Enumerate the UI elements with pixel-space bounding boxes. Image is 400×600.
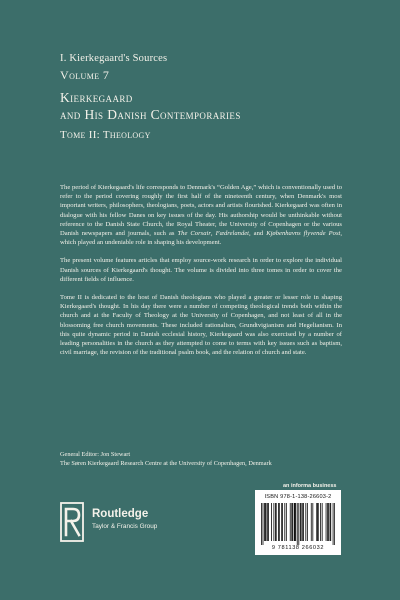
barcode-bar: [330, 503, 331, 541]
barcode-bar: [327, 503, 328, 541]
book-title-line-1: Kierkegaard: [60, 90, 133, 105]
routledge-r-logo-icon: [60, 502, 86, 542]
paragraph-text: , which played an undeniable role in shaping his development.: [60, 230, 342, 247]
barcode-bars: [261, 503, 335, 545]
barcode-bar: [311, 503, 312, 541]
italic-title: The Corsair: [177, 230, 211, 238]
barcode-bar: [317, 503, 318, 541]
barcode-bar: [286, 503, 287, 541]
isbn-barcode: [255, 490, 341, 555]
barcode-bar: [294, 503, 295, 541]
paragraph-text: , and: [249, 230, 267, 238]
general-editor: General Editor: Jon Stewart: [60, 451, 131, 458]
barcode-bar: [263, 503, 264, 545]
barcode-bar: [279, 503, 280, 541]
barcode-bar: [330, 503, 331, 541]
barcode-bar: [312, 503, 313, 541]
isbn-label: ISBN 978-1-138-26603-2: [264, 494, 332, 500]
barcode-bar: [300, 503, 301, 541]
barcode-bar: [268, 503, 269, 541]
book-title-line-2: and His Danish Contemporaries: [60, 107, 241, 122]
barcode-bar: [281, 503, 282, 541]
barcode-bar: [278, 503, 279, 541]
barcode-bar: [303, 503, 304, 541]
barcode-bar: [320, 503, 321, 541]
informa-business-label: an informa business: [283, 483, 337, 489]
series-name: I. Kierkegaard's Sources: [60, 53, 168, 64]
barcode-bar: [297, 503, 298, 545]
italic-title: Fædrelandet: [215, 230, 250, 238]
barcode-bar: [264, 503, 265, 541]
barcode-bar: [307, 503, 308, 541]
editor-credits: [60, 450, 272, 468]
barcode-bar: [326, 503, 327, 541]
italic-title: Kjøbenhavns flyvende Post: [266, 230, 341, 238]
barcode-bar: [305, 503, 306, 541]
barcode-bar: [282, 503, 283, 541]
research-centre: The Søren Kierkegaard Research Centre at the University of Copenhagen, Denmark: [60, 460, 272, 467]
barcode-bar: [302, 503, 303, 541]
barcode-bar: [291, 503, 292, 541]
barcode-bar: [275, 503, 276, 541]
paragraph-text: Tome II is dedicated to the host of Danish theologians who played a greater or lesser role in shaping Kierkegaard's thought. In his day there were a number of competing theological trends both within the church and at the Faculty of Theology at the University of Copenhagen, and not least of all in the blossoming free church movements. These included rationalism, Grundtvigianism and Hegelianism. In this quite dynamic period in Danish ecclesial history, Kierkegaard was also exercised by a number of leading personalities in the church as they attempted to come to terms with key issues such as baptism, civil marriage, the revision of the traditional psalm book, and the relation of church and state.: [60, 294, 342, 357]
volume-number: Volume 7: [60, 68, 110, 82]
barcode-bar: [316, 503, 317, 541]
barcode-bar: [266, 503, 267, 541]
blurb-paragraph: [60, 256, 342, 284]
blurb-paragraph: [60, 183, 342, 247]
blurb: [60, 183, 342, 366]
paragraph-text: ,: [210, 230, 216, 238]
blurb-paragraph: [60, 293, 342, 357]
barcode-bar: [271, 503, 272, 541]
publisher-name: Routledge: [92, 508, 149, 520]
paragraph-text: The period of Kierkegaard's life corresponds to Denmark's “Golden Age,” which is conventionally used to refer to the period covering roughly the first half of the nineteenth century, when Denmark's most important writers, philosophers, theologians, poets, actors and artists flourished. Kierkegaard was often in dialogue with his fellow Danes on key issues of the day. His authorship would be unthinkable without reference to the Danish State Church, the Royal Theater, the University of Copenhagen or the various Danish newspapers and journals, such as: [60, 184, 342, 238]
tome-title: Tome II: Theology: [60, 129, 151, 141]
barcode-bar: [322, 503, 323, 541]
barcode-bar: [290, 503, 291, 541]
barcode-bar: [298, 503, 299, 545]
barcode-bar: [301, 503, 302, 541]
publisher-group: Taylor & Francis Group: [92, 523, 158, 530]
barcode-bar: [276, 503, 277, 541]
barcode-bar: [292, 503, 293, 541]
paragraph-text: The present volume features articles that employ source-work research in order to explore the individual Danish sources of Kierkegaard's thought. The volume is divided into three tomes in order to cover the different fields of influence.: [60, 257, 342, 283]
barcode-bar: [273, 503, 274, 541]
barcode-bar: [267, 503, 268, 541]
barcode-bar: [295, 503, 296, 541]
barcode-bar: [333, 503, 334, 545]
barcode-bar: [284, 503, 285, 541]
barcode-bar: [318, 503, 319, 541]
barcode-bar: [334, 503, 335, 545]
barcode-bar: [265, 503, 266, 541]
barcode-bar: [261, 503, 262, 545]
isbn-digits: 9 781138 266032: [271, 545, 325, 551]
barcode-bar: [328, 503, 329, 541]
barcode-bar: [294, 503, 295, 541]
